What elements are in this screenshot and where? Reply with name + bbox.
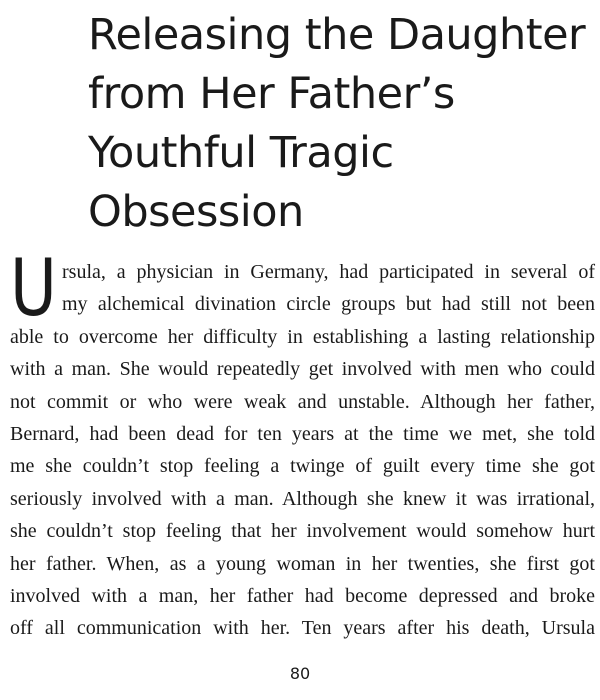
text-line: my alchemical divination circle groups but had still not been xyxy=(62,293,595,316)
title-line: Releasing the Daughter xyxy=(88,10,586,60)
page-number: 80 xyxy=(289,664,311,683)
text-line: able to overcome her difficulty in establishing a lasting relationship xyxy=(10,325,595,348)
text-line: she couldn’t stop feeling that her involvement would somehow hurt xyxy=(10,520,595,543)
text-line: rsula, a physician in Germany, had participated in several of xyxy=(62,261,595,283)
text-line: with a man. She would repeatedly get involved with men who could xyxy=(10,358,595,381)
text-line: her father. When, as a young woman in her twenties, she first got xyxy=(10,552,595,575)
text-line: not commit or who were weak and unstable. Although her father, xyxy=(10,390,595,413)
text-line: Bernard, had been dead for ten years at the time we met, she told xyxy=(10,422,595,445)
title-line: Obsession xyxy=(88,187,304,237)
text-line: me she couldn’t stop feeling a twinge of guilt every time she got xyxy=(10,455,595,478)
drop-cap: U xyxy=(10,244,57,334)
chapter-title xyxy=(88,6,588,242)
body-paragraph xyxy=(10,244,595,645)
title-line: from Her Father’s xyxy=(88,69,455,119)
title-line: Youthful Tragic xyxy=(88,128,394,178)
text-line: off all communication with her. Ten years after his death, Ursula xyxy=(10,617,595,640)
text-line: involved with a man, her father had become depressed and broke xyxy=(10,584,595,607)
text-line: seriously involved with a man. Although she knew it was irrational, xyxy=(10,487,595,510)
